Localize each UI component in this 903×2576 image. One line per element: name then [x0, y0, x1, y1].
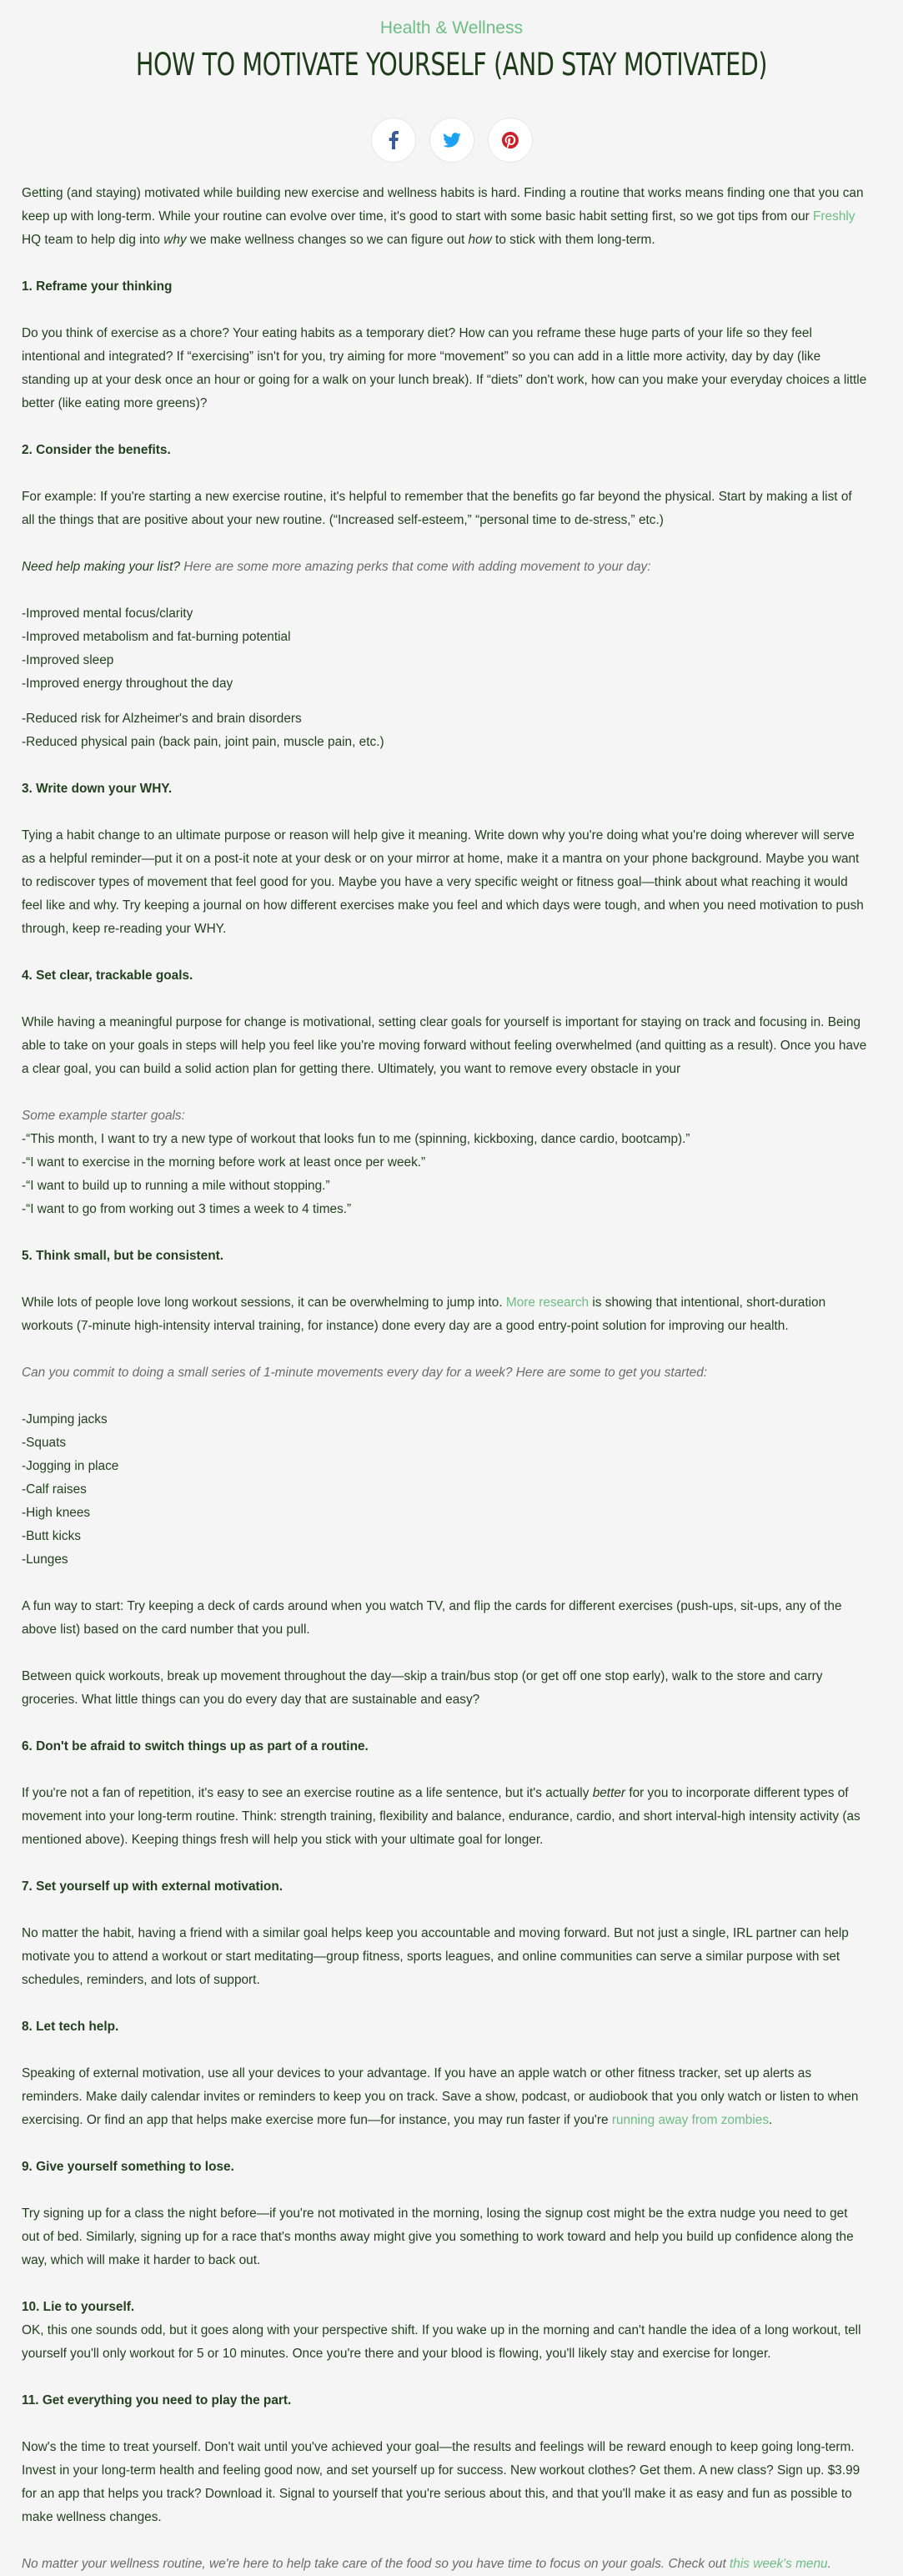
section-paragraph: Between quick workouts, break up movement throughout the day—skip a train/bus stop (or get off one stop early), walk to the store and carry groceries. What little things can you do every day that are sustainable and easy? — [22, 1669, 823, 1707]
section-heading: 7. Set yourself up with external motivation. — [22, 1879, 283, 1894]
list-item: -Improved metabolism and fat-burning potential — [22, 630, 291, 644]
section-paragraph: While having a meaningful purpose for change is motivational, setting clear goals for yourself is important for staying on track and focusing in. Being able to take on your goals in steps will help you feel like you're moving forward without feeling overwhelmed (and quitting as a result). Once you have a clear goal, you can build a solid action plan for getting there. Ultimately, you want to remove every obstacle in your — [22, 1015, 867, 1076]
pinterest-icon — [502, 132, 519, 148]
list-item: -“This month, I want to try a new type of workout that looks fun to me (spinning, kickboxing, dance cardio, bootcamp).” — [22, 1132, 690, 1146]
list-item: -“I want to exercise in the morning before work at least once per week.” — [22, 1155, 426, 1170]
movement-prompt: Can you commit to doing a small series of 1-minute movements every day for a week? Here are some to get you started: — [22, 1366, 708, 1380]
pinterest-share-button[interactable] — [488, 118, 533, 163]
section-heading: 6. Don't be afraid to switch things up as part of a routine. — [22, 1739, 369, 1753]
section-heading: 11. Get everything you need to play the part. — [22, 2393, 292, 2407]
list-item: -Lunges — [22, 1552, 68, 1567]
section-paragraph: Speaking of external motivation, use all your devices to your advantage. If you have an apple watch or other fitness tracker, set up alerts as reminders. Make daily calendar invites or reminders to keep you on track. Save a show, podcast, or audiobook that you only watch or listen to when exercising. Or find an app that helps make exercise more fun—for instance, you may run faster if you're running away from zombies. — [22, 2066, 859, 2127]
footer-note: No matter your wellness routine, we're here to help take care of the food so you have time to focus on your goals. Check out this week's menu. — [22, 2557, 831, 2571]
section-paragraph: If you're not a fan of repetition, it's easy to see an exercise routine as a life sentence, but it's actually better for you to incorporate different types of movement into your long-term routine. Think: strength training, flexibility and balance, endurance, cardio, and short interval-high intensity activity (as mentioned above). Keeping things fresh will help you stick with your ultimate goal for longer. — [22, 1786, 860, 1847]
section-heading: 2. Consider the benefits. — [22, 443, 171, 457]
section-paragraph: A fun way to start: Try keeping a deck of cards around when you watch TV, and flip the cards for different exercises (push-ups, sit-ups, any of the above list) based on the card number that you pull. — [22, 1599, 842, 1637]
list-item: -Improved sleep — [22, 653, 114, 667]
facebook-icon — [388, 131, 399, 149]
list-item: -Improved energy throughout the day — [22, 677, 233, 691]
section-heading: 8. Let tech help. — [22, 2020, 119, 2034]
list-item: -“I want to go from working out 3 times a week to 4 times.” — [22, 1202, 352, 1216]
more-research-link[interactable]: More research — [505, 1296, 589, 1310]
list-item: -Reduced risk for Alzheimer's and brain disorders — [22, 712, 302, 726]
list-item: -Jogging in place — [22, 1459, 119, 1473]
twitter-icon — [443, 133, 461, 148]
list-item: -“I want to build up to running a mile without stopping.” — [22, 1179, 330, 1193]
facebook-share-button[interactable] — [371, 118, 416, 163]
section-paragraph: OK, this one sounds odd, but it goes along with your perspective shift. If you wake up in the morning and can't handle the idea of a long workout, tell yourself you'll only workout for 5 or 10 minutes. Once you're there and your blood is flowing, you'll likely stay and exercise for longer. — [22, 2323, 861, 2361]
section-paragraph: Now's the time to treat yourself. Don't wait until you've achieved your goal—the results and feelings will be reward enough to keep going long-term. Invest in your long-term health and feeling good now, and set yourself up for success. New workout clothes? Get them. A new class? Sign up. $3.99 for an app that helps you track? Download it. Signal to yourself that you're serious about this, and that you'll make it as easy and fun as possible to make wellness changes. — [22, 2440, 860, 2524]
weekly-menu-link[interactable]: this week's menu — [730, 2557, 828, 2571]
freshly-link[interactable]: Freshly — [813, 209, 855, 224]
section-heading: 10. Lie to yourself. — [22, 2300, 135, 2314]
section-heading: 4. Set clear, trackable goals. — [22, 969, 193, 983]
section-paragraph: Do you think of exercise as a chore? Your eating habits as a temporary diet? How can you reframe these huge parts of your life so they feel intentional and integrated? If “exercising” isn't for you, try aiming for more “movement” so you can add in a little more activity, day by day (like standing up at your desk once an hour or going for a walk on your lunch break). If “diets” don't work, how can you make your everyday choices a little better (like eating more greens)? — [22, 326, 867, 410]
list-item: -Squats — [22, 1436, 67, 1450]
list-item: -Reduced physical pain (back pain, joint pain, muscle pain, etc.) — [22, 735, 384, 749]
section-paragraph: While lots of people love long workout sessions, it can be overwhelming to jump into. More research is showing that intentional, short-duration workouts (7-minute high-intensity interval training, for instance) done every day are a good entry-point solution for improving our health. — [22, 1296, 826, 1333]
list-item: -Jumping jacks — [22, 1412, 108, 1426]
section-heading: 9. Give yourself something to lose. — [22, 2160, 234, 2174]
share-buttons — [0, 118, 903, 163]
list-item: -Improved mental focus/clarity — [22, 606, 193, 621]
twitter-share-button[interactable] — [429, 118, 474, 163]
section-heading: 5. Think small, but be consistent. — [22, 1249, 224, 1263]
help-prompt: Need help making your list? Here are some more amazing perks that come with adding movement to your day: — [22, 560, 651, 574]
zombies-link[interactable]: running away from zombies — [611, 2113, 770, 2127]
list-item: -High knees — [22, 1506, 91, 1520]
examples-label: Some example starter goals: — [22, 1109, 185, 1123]
list-item: -Butt kicks — [22, 1529, 81, 1543]
article-body — [22, 182, 868, 2576]
section-paragraph: For example: If you're starting a new exercise routine, it's helpful to remember that the benefits go far beyond the physical. Start by making a list of all the things that are positive about your new routine. (“Increased self-esteem,” “personal time to de-stress,” etc.) — [22, 490, 852, 527]
list-item: -Calf raises — [22, 1482, 87, 1497]
page-title: HOW TO MOTIVATE YOURSELF (AND STAY MOTIVATED) — [135, 47, 768, 83]
section-heading: 3. Write down your WHY. — [22, 782, 173, 796]
category-label[interactable]: Health & Wellness — [379, 18, 524, 38]
section-paragraph: No matter the habit, having a friend with a similar goal helps keep you accountable and moving forward. But not just a single, IRL partner can help motivate you to attend a workout or start meditating—group fitness, sports leagues, and online communities can serve a similar purpose with set schedules, reminders, and lots of support. — [22, 1926, 849, 1987]
section-paragraph: Try signing up for a class the night before—if you're not motivated in the morning, losing the signup cost might be the extra nudge you need to get out of bed. Similarly, signing up for a race that's months away might give you something to work toward and help you build up confidence along the way, which will make it harder to back out. — [22, 2206, 854, 2267]
section-heading: 1. Reframe your thinking — [22, 279, 173, 294]
intro-paragraph: Getting (and staying) motivated while building new exercise and wellness habits is hard. Finding a routine that works means finding one that you can keep up with long-term. While your routine can evolve over time, it's good to start with some basic habit setting first, so we got tips from our Freshly HQ team to help dig into why we make wellness changes so we can figure out how to stick with them long-term. — [22, 186, 864, 247]
section-paragraph: Tying a habit change to an ultimate purpose or reason will help give it meaning. Write down why you're doing what you're doing wherever will serve as a helpful reminder—put it on a post-it note at your desk or on your mirror at home, make it a mantra on your phone background. Maybe you want to rediscover types of movement that feel good for you. Maybe you have a very specific weight or fitness goal—think about what reaching it would feel like and why. Try keeping a journal on how different exercises make you feel and which days were tough, and when you need motivation to push through, keep re-reading your WHY. — [22, 828, 864, 936]
